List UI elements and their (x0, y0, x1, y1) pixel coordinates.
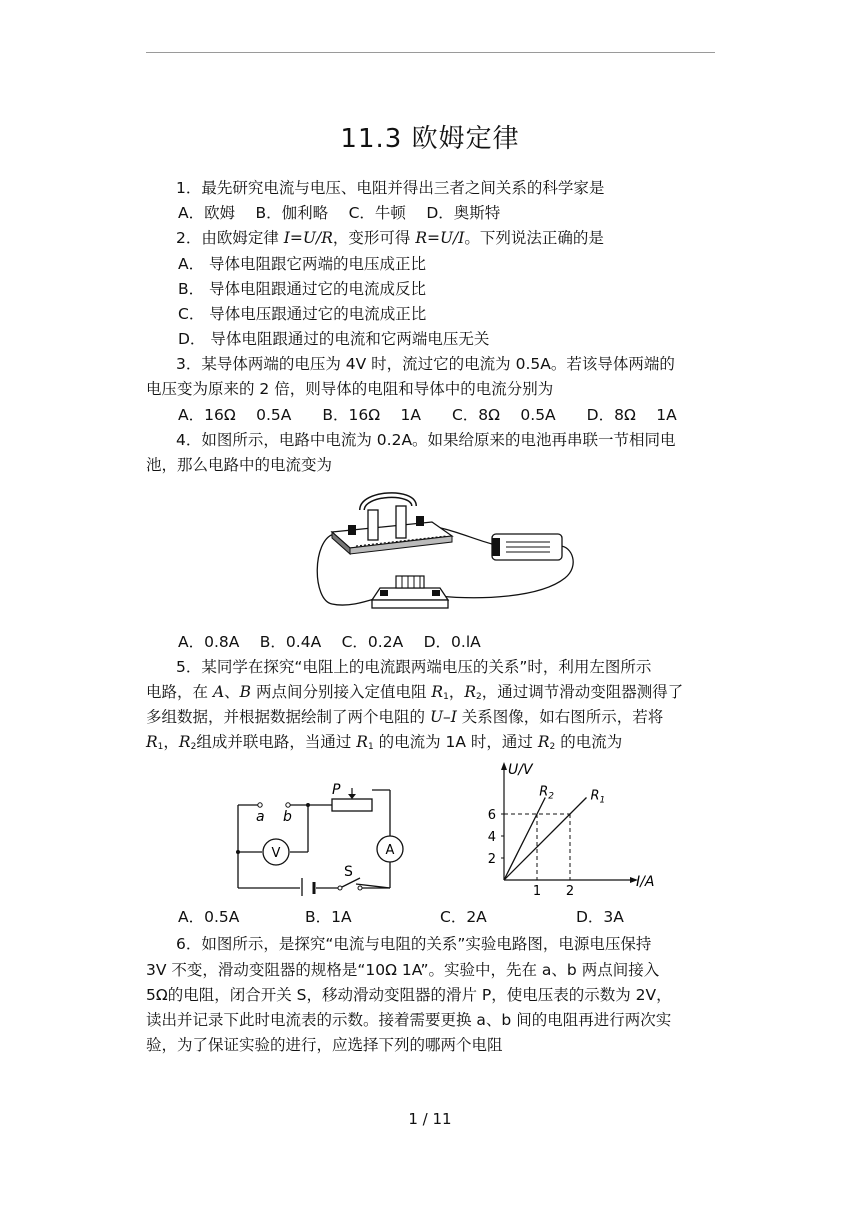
y-axis-arrow (501, 762, 507, 770)
series-label-R1: $R_1$ (590, 788, 606, 806)
terminal-b-label: b (283, 809, 292, 825)
q1-stem: 1．最先研究电流与电压、电阻并得出三者之间关系的科学家是 (176, 179, 605, 197)
q6-line4: 读出并记录下此时电流表的示数。接着需要更换 a、b 间的电阻再进行两次实 (146, 1011, 672, 1029)
series-line-R2 (504, 798, 545, 881)
q5-option-b: B．1A (305, 908, 352, 926)
terminal-a (258, 803, 262, 807)
y-axis-label: U/V (508, 762, 533, 778)
y-tick-label-1: 4 (487, 830, 496, 845)
switch (338, 886, 342, 890)
q4-circuit-figure (310, 488, 580, 628)
x-tick-label-0: 1 (532, 884, 542, 898)
page-title: 11.3 欧姆定律 (340, 124, 520, 154)
q5-line1: 5．某同学在探究“电阻上的电流跟两端电压的关系”时，利用左图所示 (176, 658, 652, 676)
q5-option-a: A．0.5A (178, 908, 240, 926)
q6-line5: 验，为了保证实验的进行，应选择下列的哪两个电阻 (146, 1036, 503, 1054)
q5-line2: 电路，在 A、B 两点间分别接入定值电阻 $R_1$，$R_2$，通过调节滑动变阻器测得了 (146, 683, 684, 702)
q2-option-a: A． 导体电阻跟它两端的电压成正比 (178, 255, 427, 273)
q2-option-b: B． 导体电阻跟通过它的电流成反比 (178, 280, 427, 298)
x-tick-label-1: 2 (565, 884, 575, 898)
switch-label: S (344, 864, 353, 880)
x-axis-label: I/A (636, 874, 655, 890)
battery-icon (492, 534, 562, 560)
q2-stem: 2．由欧姆定律 I=U/R，变形可得 R=U/I。下列说法正确的是 (176, 229, 604, 247)
terminal-a-label: a (256, 809, 265, 825)
q3-options: A．16Ω 0.5A B．16Ω 1A C．8Ω 0.5A D．8Ω 1A (178, 406, 677, 424)
series-label-R2: $R_2$ (539, 784, 555, 802)
q6-line2: 3V 不变，滑动变阻器的规格是“10Ω 1A”。实验中，先在 a、b 两点间接入 (146, 961, 660, 979)
q2-option-c: C． 导体电压跟通过它的电流成正比 (178, 305, 427, 323)
q2-option-d: D． 导体电阻跟通过的电流和它两端电压无关 (178, 330, 490, 348)
ammeter-label: A (385, 843, 395, 858)
rheostat (332, 799, 372, 811)
q4-options: A．0.8A B．0.4A C．0.2A D．0.lA (178, 633, 481, 651)
slider-label: P (332, 782, 341, 798)
q5-option-d: D．3A (576, 908, 624, 926)
formula-resistance: R=U/I (415, 229, 465, 247)
q5-line3: 多组数据，并根据数据绘制了两个电阻的 U–I 关系图像，如右图所示，若将 (146, 708, 664, 726)
page-number: 1 / 11 (408, 1110, 452, 1128)
series-line-R1 (504, 798, 587, 881)
header-rule (146, 52, 715, 53)
q4-line2: 池，那么电路中的电流变为 (146, 456, 333, 474)
y-tick-label-0: 2 (487, 852, 496, 867)
q5-option-c: C．2A (440, 908, 487, 926)
q6-line1: 6．如图所示，是探究“电流与电阻的关系”实验电路图，电源电压保持 (176, 935, 652, 953)
q3-line1: 3．某导体两端的电压为 4V 时，流过它的电流为 0.5A。若该导体两端的 (176, 355, 675, 373)
q3-line2: 电压变为原来的 2 倍，则导体的电阻和导体中的电流分别为 (146, 380, 554, 398)
formula-ohm: I=U/R (283, 229, 333, 247)
q1-options: A．欧姆 B．伽利略 C．牛顿 D．奥斯特 (178, 204, 501, 222)
q6-line3: 5Ω的电阻，闭合开关 S，移动滑动变阻器的滑片 P，使电压表的示数为 2V， (146, 986, 672, 1004)
u-i-chart (478, 758, 668, 898)
resistor-holder-icon (372, 576, 448, 608)
q4-line1: 4．如图所示，电路中电流为 0.2A。如果给原来的电池再串联一节相同电 (176, 431, 676, 449)
voltmeter-label: V (271, 846, 281, 861)
terminal-b (286, 803, 290, 807)
q5-circuit-diagram (228, 780, 408, 896)
y-tick-label-2: 6 (487, 808, 496, 823)
q5-line4: $R_1$，$R_2$组成并联电路，当通过 $R_1$ 的电流为 1A 时，通过 $R_2$ 的电流为 (146, 733, 623, 752)
